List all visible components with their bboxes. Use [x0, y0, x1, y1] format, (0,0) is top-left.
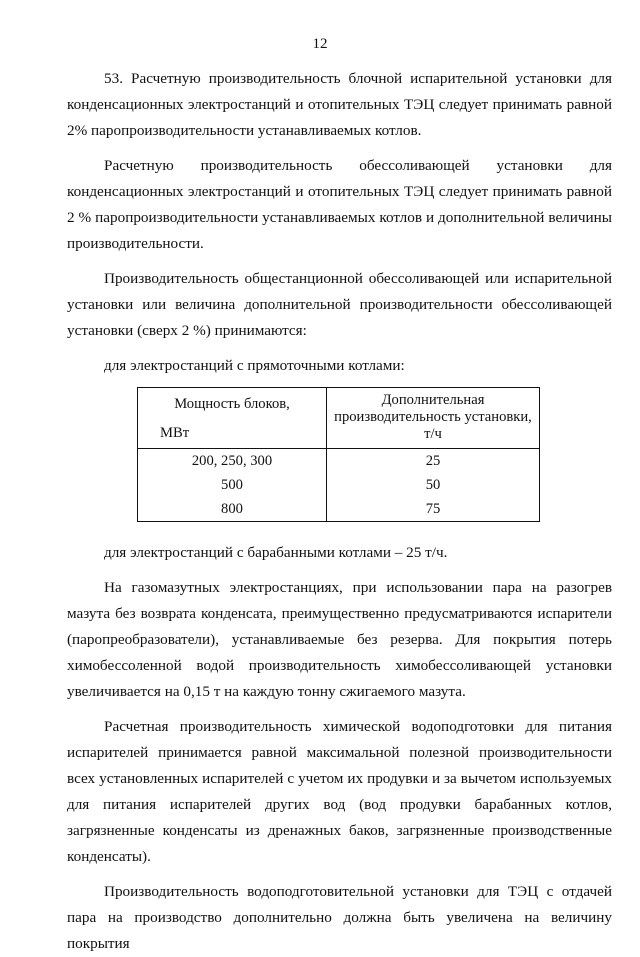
paragraph-chemical-treatment: Расчетная производительность химической водоподготовки для питания испарителей принимается равной максимальной полезной производительности всех установленных испарителей с учетом их продувки и за вычетом используемых для питания испарителей других вод (вод продувки барабанных котлов, загрязненные конденсаты из дренажных баков, загрязненные производственные конденсаты).	[67, 718, 612, 865]
table-row	[138, 497, 540, 522]
header-extra-capacity-label: Дополнительная производительность установки, т/ч	[334, 392, 532, 442]
header-block-power-label: Мощность блоков,	[174, 396, 290, 412]
paragraph-53: 53. Расчетную производительность блочной испарительной установки для конденсационных электростанций и отопительных ТЭЦ следует принимать равной 2% паропроизводительности устанавливаемых котлов.	[67, 70, 612, 139]
header-extra-capacity	[327, 388, 540, 449]
table-intro: для электростанций с прямоточными котлами:	[104, 357, 405, 374]
table-header-row	[138, 388, 540, 449]
cell-power: 200, 250, 300	[138, 449, 327, 474]
paragraph-desalination: Расчетную производительность обессоливающей установки для конденсационных электростанций и отопительных ТЭЦ следует принимать равной 2 % паропроизводительности устанавливаемых котлов и дополнительной величины производительности.	[67, 157, 612, 252]
paragraph-station-capacity: Производительность общестанционной обессоливающей или испарительной установки или величина дополнительной производительности обессоливающей установки (сверх 2 %) принимаются:	[67, 270, 612, 339]
cell-power: 500	[138, 473, 327, 497]
paragraph-drum-boilers: для электростанций с барабанными котлами – 25 т/ч.	[104, 544, 448, 561]
page-number: 12	[312, 36, 328, 52]
paragraph-gas-oil-stations: На газомазутных электростанциях, при использовании пара на разогрев мазута без возврата конденсата, преимущественно предусматриваются испарители (паропреобразователи), устанавливаемые без резерва. Для покрытия потерь химобессоленной водой производительность химобессоливающей установки увеличивается на 0,15 т на каждую тонну сжигаемого мазута.	[67, 579, 612, 700]
cell-extra: 75	[327, 497, 540, 522]
cell-extra: 50	[327, 473, 540, 497]
cell-extra: 25	[327, 449, 540, 474]
table-row	[138, 473, 540, 497]
capacity-table	[137, 387, 540, 522]
header-block-power	[138, 388, 327, 449]
header-block-power-unit: МВт	[160, 425, 190, 441]
table-row	[138, 449, 540, 474]
document-body	[67, 66, 612, 957]
cell-power: 800	[138, 497, 327, 522]
paragraph-water-treatment: Производительность водоподготовительной установки для ТЭЦ с отдачей пара на производство дополнительно должна быть увеличена на величину покрытия	[67, 883, 612, 952]
